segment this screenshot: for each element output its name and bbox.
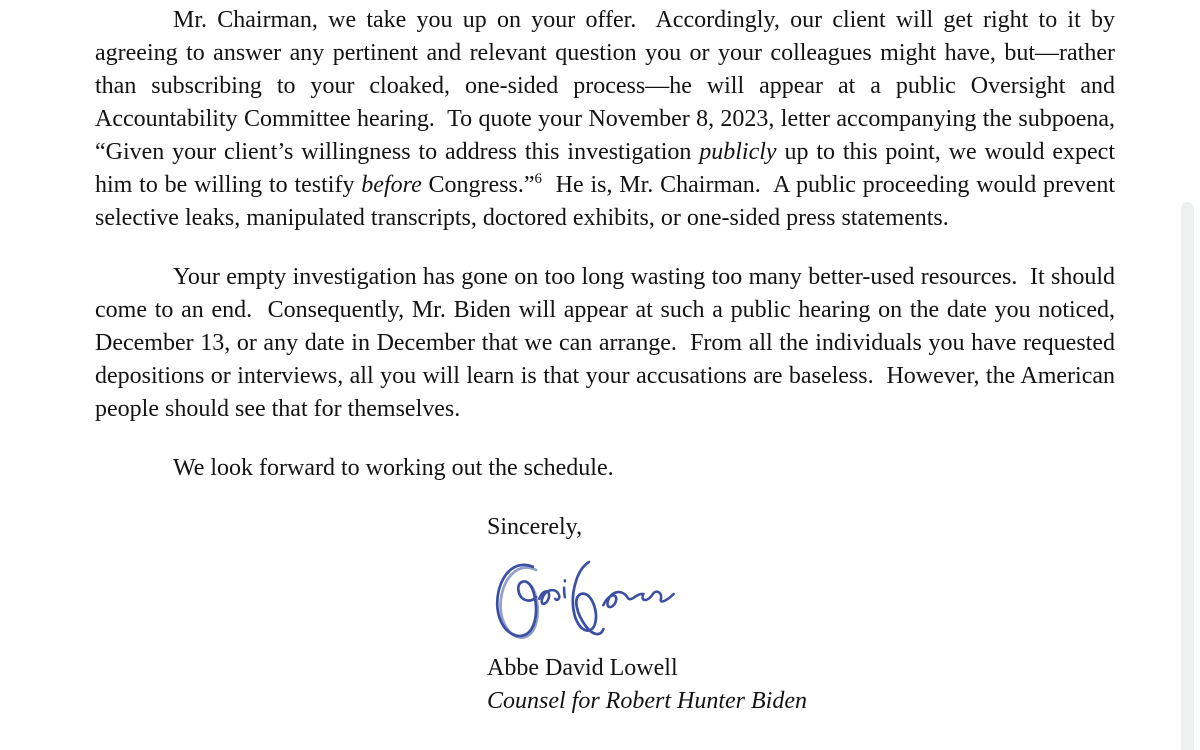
signature-svg: [475, 554, 690, 650]
letter-body: [95, 4, 1115, 718]
closing-salutation: Sincerely,: [487, 514, 583, 540]
letter-paragraph-1: Mr. Chairman, we take you up on your offer. Accordingly, our client will get right to it by agreeing to answer any pertinent and relevant question you or your colleagues might have, but—rather than subscribing to your cloaked, one-sided process—he will appear at a public Oversight and Accountability Committee hearing. To quote your November 8, 2023, letter accompanying the subpoena, “Given your client’s willingness to address this investigation publicly up to this point, we would expect him to be willing to testify before Congress.”$^6$ He is, Mr. Chairman. A public proceeding would prevent selective leaks, manipulated transcripts, doctored exhibits, or one-sided press statements.: [95, 7, 1115, 231]
letter-paragraph-3: We look forward to working out the schedule.: [173, 455, 614, 481]
scrollbar-thumb[interactable]: [1181, 202, 1194, 750]
signature-image: [475, 554, 690, 650]
signatory-title: Counsel for Robert Hunter Biden: [487, 688, 807, 714]
closing-block: [487, 511, 1115, 718]
signatory-name: Abbe David Lowell: [487, 655, 678, 681]
letter-paragraph-2: Your empty investigation has gone on too long wasting too many better-used resources. It should come to an end. Consequently, Mr. Biden will appear at such a public hearing on the date you noticed, December 13, or any date in December that we can arrange. From all the individuals you have requested depositions or interviews, all you will learn is that your accusations are baseless. However, the American people should see that for themselves.: [95, 264, 1115, 422]
